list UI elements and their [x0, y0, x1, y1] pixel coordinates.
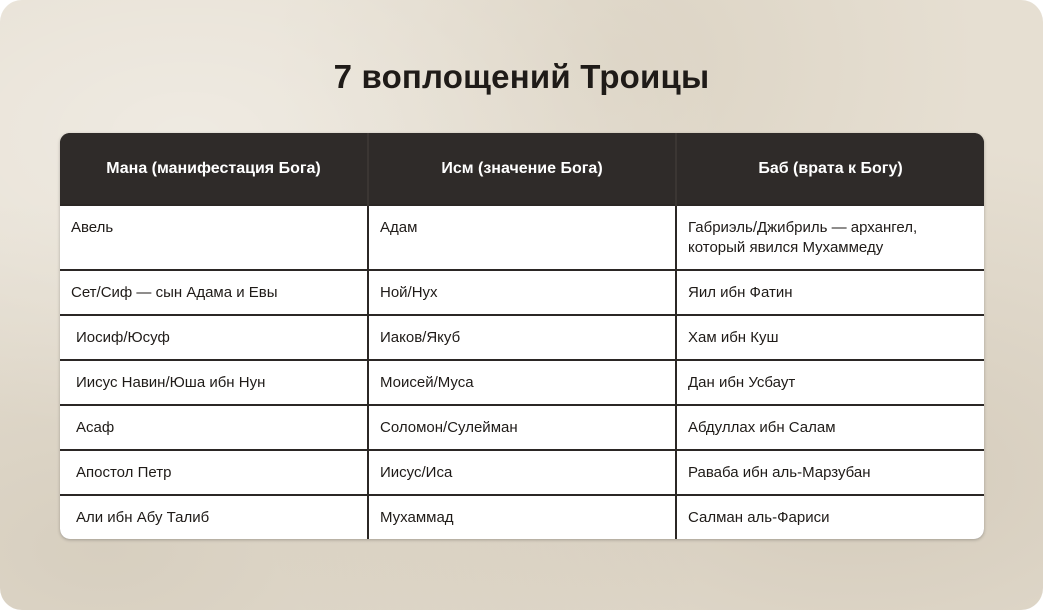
table-cell: Абдуллах ибн Салам — [676, 405, 984, 450]
table-cell: Соломон/Сулейман — [368, 405, 676, 450]
table-cell: Авель — [60, 205, 368, 270]
table-cell: Яил ибн Фатин — [676, 270, 984, 315]
table-row — [60, 495, 984, 539]
table-cell: Раваба ибн аль-Марзубан — [676, 450, 984, 495]
incarnations-table — [60, 133, 984, 539]
table-cell: Хам ибн Куш — [676, 315, 984, 360]
column-header-bab: Баб (врата к Богу) — [676, 133, 984, 205]
table-cell: Асаф — [60, 405, 368, 450]
table-cell: Иаков/Якуб — [368, 315, 676, 360]
table-cell: Дан ибн Усбаут — [676, 360, 984, 405]
table-cell: Иисус/Иса — [368, 450, 676, 495]
column-header-mana: Мана (манифестация Бога) — [60, 133, 368, 205]
table-row — [60, 315, 984, 360]
table-row — [60, 360, 984, 405]
column-header-ism: Исм (значение Бога) — [368, 133, 676, 205]
table-header-row — [60, 133, 984, 205]
table-cell: Моисей/Муса — [368, 360, 676, 405]
page-title: 7 воплощений Троицы — [333, 58, 710, 95]
table-cell: Апостол Петр — [60, 450, 368, 495]
table-cell: Сет/Сиф — сын Адама и Евы — [60, 270, 368, 315]
table-row — [60, 405, 984, 450]
table-row — [60, 270, 984, 315]
table-cell: Иосиф/Юсуф — [60, 315, 368, 360]
table-cell: Мухаммад — [368, 495, 676, 539]
table-cell: Габриэль/Джибриль — архангел, который явился Мухаммеду — [676, 205, 984, 270]
table-row — [60, 205, 984, 270]
table-cell: Ной/Нух — [368, 270, 676, 315]
table-cell: Али ибн Абу Талиб — [60, 495, 368, 539]
table-row — [60, 450, 984, 495]
table — [60, 133, 984, 539]
table-cell: Иисус Навин/Юша ибн Нун — [60, 360, 368, 405]
table-cell: Адам — [368, 205, 676, 270]
table-cell: Салман аль-Фариси — [676, 495, 984, 539]
